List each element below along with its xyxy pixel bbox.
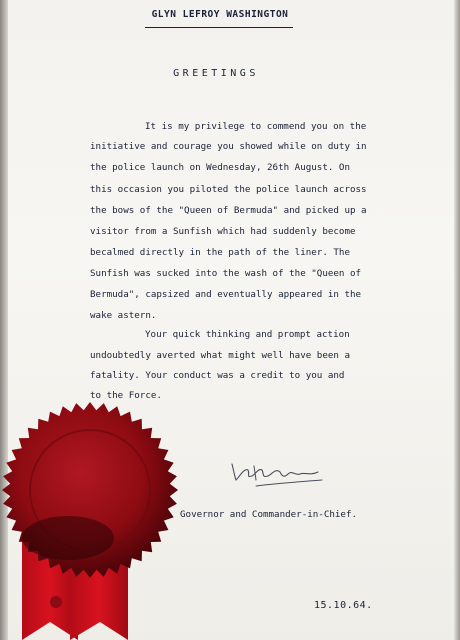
page-shadow-right	[454, 0, 460, 640]
red-wax-seal	[0, 400, 190, 640]
body-line: to the Force.	[90, 390, 162, 401]
recipient-underline	[145, 27, 293, 28]
body-line: this occasion you piloted the police launch across	[90, 184, 367, 195]
greeting-heading: GREETINGS	[173, 68, 259, 79]
recipient-name: GLYN LEFROY WASHINGTON	[151, 9, 289, 20]
body-line: becalmed directly in the path of the liner. The	[90, 247, 350, 258]
body-line: visitor from a Sunfish which had suddenly become	[90, 226, 356, 237]
body-line: initiative and courage you showed while on duty in	[90, 141, 367, 152]
body-line: the bows of the "Queen of Bermuda" and picked up a	[90, 205, 367, 216]
body-line: the police launch on Wednesday, 26th August. On	[90, 162, 350, 173]
signatory-title: Governor and Commander-in-Chief.	[180, 509, 358, 520]
body-line: Sunfish was sucked into the wash of the "Queen of	[90, 268, 362, 279]
body-line: undoubtedly averted what might well have been a	[90, 350, 350, 361]
body-line: It is my privilege to commend you on the	[145, 121, 367, 132]
handwritten-signature	[226, 446, 326, 496]
body-line: wake astern.	[90, 310, 157, 321]
body-line: Bermuda", capsized and eventually appeared in the	[90, 289, 362, 300]
body-line: fatality. Your conduct was a credit to you and	[90, 370, 345, 381]
body-line: Your quick thinking and prompt action	[145, 329, 350, 340]
letter-date: 15.10.64.	[314, 600, 373, 611]
